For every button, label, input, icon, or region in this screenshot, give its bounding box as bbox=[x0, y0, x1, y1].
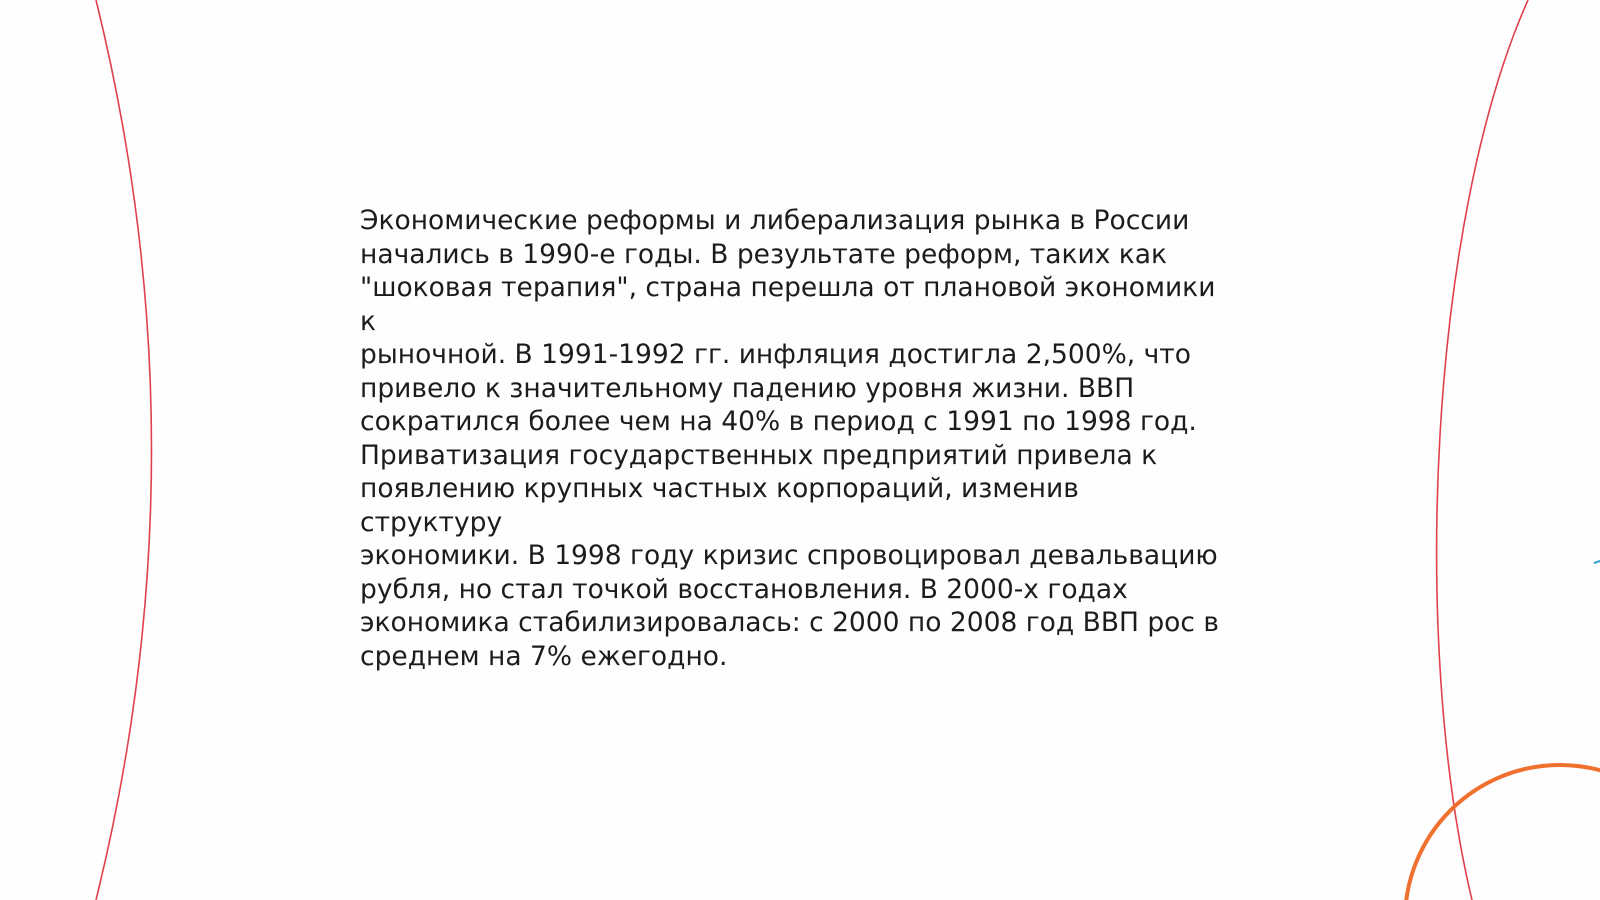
left-red-arc bbox=[96, 0, 152, 900]
orange-circle-arc bbox=[1405, 765, 1600, 900]
blue-accent-mark bbox=[1594, 561, 1600, 563]
right-red-arc bbox=[1437, 0, 1528, 900]
slide-body-text: Экономические реформы и либерализация рынка в России начались в 1990-е годы. В результате реформ, таких как "шоковая терапия", страна перешла от плановой экономики к рыночной. В 1991-1992 гг. инфляция достигла 2,500%, что привело к значительному падению уровня жизни. ВВП сократился более чем на 40% в период с 1991 по 1998 год. Приватизация государственных предприятий привела к появлению крупных частных корпораций, изменив структуру экономики. В 1998 году кризис спровоцировал девальвацию рубля, но стал точкой восстановления. В 2000-х годах экономика стабилизировалась: с 2000 по 2008 год ВВП рос в среднем на 7% ежегодно. bbox=[360, 205, 1219, 672]
